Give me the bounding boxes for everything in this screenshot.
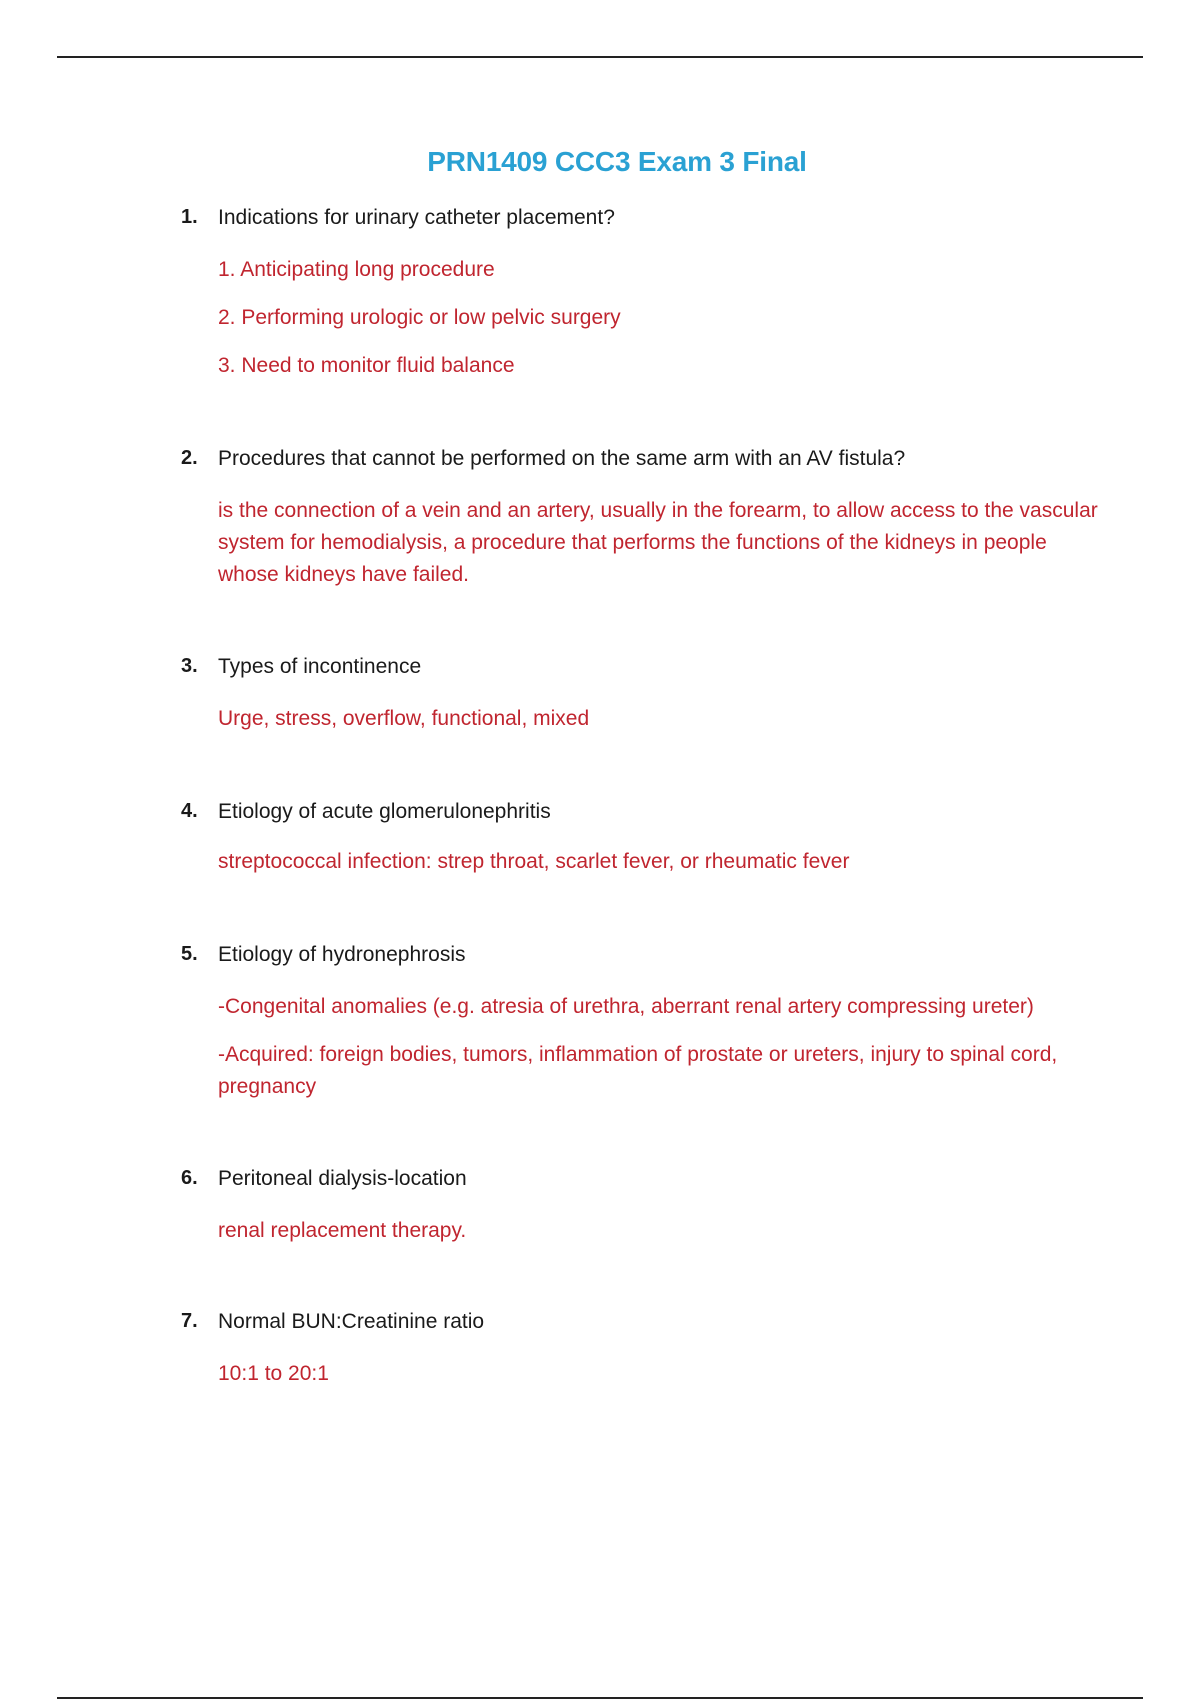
question-number: 2. <box>181 447 198 469</box>
answer-list <box>218 254 1098 382</box>
question-text: Etiology of acute glomerulonephritis <box>218 800 551 823</box>
question-number: 5. <box>181 943 198 965</box>
question-text: Indications for urinary catheter placement? <box>218 206 615 229</box>
question-text: Procedures that cannot be performed on the same arm with an AV fistula? <box>218 447 906 470</box>
answer-text: Urge, stress, overflow, functional, mixed <box>218 707 590 730</box>
answer-text: 3. Need to monitor fluid balance <box>218 354 515 377</box>
question-text: Peritoneal dialysis-location <box>218 1167 467 1190</box>
question-number: 7. <box>181 1310 198 1332</box>
question-block <box>0 800 1200 878</box>
question-block <box>0 1310 1200 1390</box>
question-text: Etiology of hydronephrosis <box>218 943 466 966</box>
answer-list <box>218 991 1098 1103</box>
answer-text: 10:1 to 20:1 <box>218 1362 329 1385</box>
question-block <box>0 1167 1200 1247</box>
header-rule <box>57 56 1143 58</box>
answer-text: renal replacement therapy. <box>218 1219 467 1242</box>
answer-text: -Congenital anomalies (e.g. atresia of urethra, aberrant renal artery compressing ureter) <box>218 995 1034 1018</box>
answer-list <box>218 1215 1098 1247</box>
answer-list <box>218 495 1098 591</box>
answer-list <box>218 1358 1098 1390</box>
page-title: PRN1409 CCC3 Exam 3 Final <box>427 146 807 177</box>
question-text: Normal BUN:Creatinine ratio <box>218 1310 485 1333</box>
question-number: 3. <box>181 655 198 677</box>
question-number: 6. <box>181 1167 198 1189</box>
footer-rule <box>57 1697 1143 1699</box>
answer-text: 1. Anticipating long procedure <box>218 258 495 281</box>
answer-text: -Acquired: foreign bodies, tumors, inflammation of prostate or ureters, injury to spinal cord, pregnancy <box>218 1043 1058 1098</box>
question-text: Types of incontinence <box>218 655 422 678</box>
answer-list <box>218 703 1098 735</box>
question-number: 1. <box>181 206 198 228</box>
question-block <box>0 206 1200 382</box>
question-block <box>0 943 1200 1103</box>
answer-text: streptococcal infection: strep throat, scarlet fever, or rheumatic fever <box>218 850 850 873</box>
answer-text: 2. Performing urologic or low pelvic surgery <box>218 306 621 329</box>
question-number: 4. <box>181 800 198 822</box>
question-block <box>0 655 1200 735</box>
answer-list <box>218 846 1098 878</box>
answer-text: is the connection of a vein and an artery, usually in the forearm, to allow access to the vascular system for hemodialysis, a procedure that performs the functions of the kidneys in people whose kidneys have failed. <box>218 499 1098 586</box>
question-block <box>0 447 1200 591</box>
